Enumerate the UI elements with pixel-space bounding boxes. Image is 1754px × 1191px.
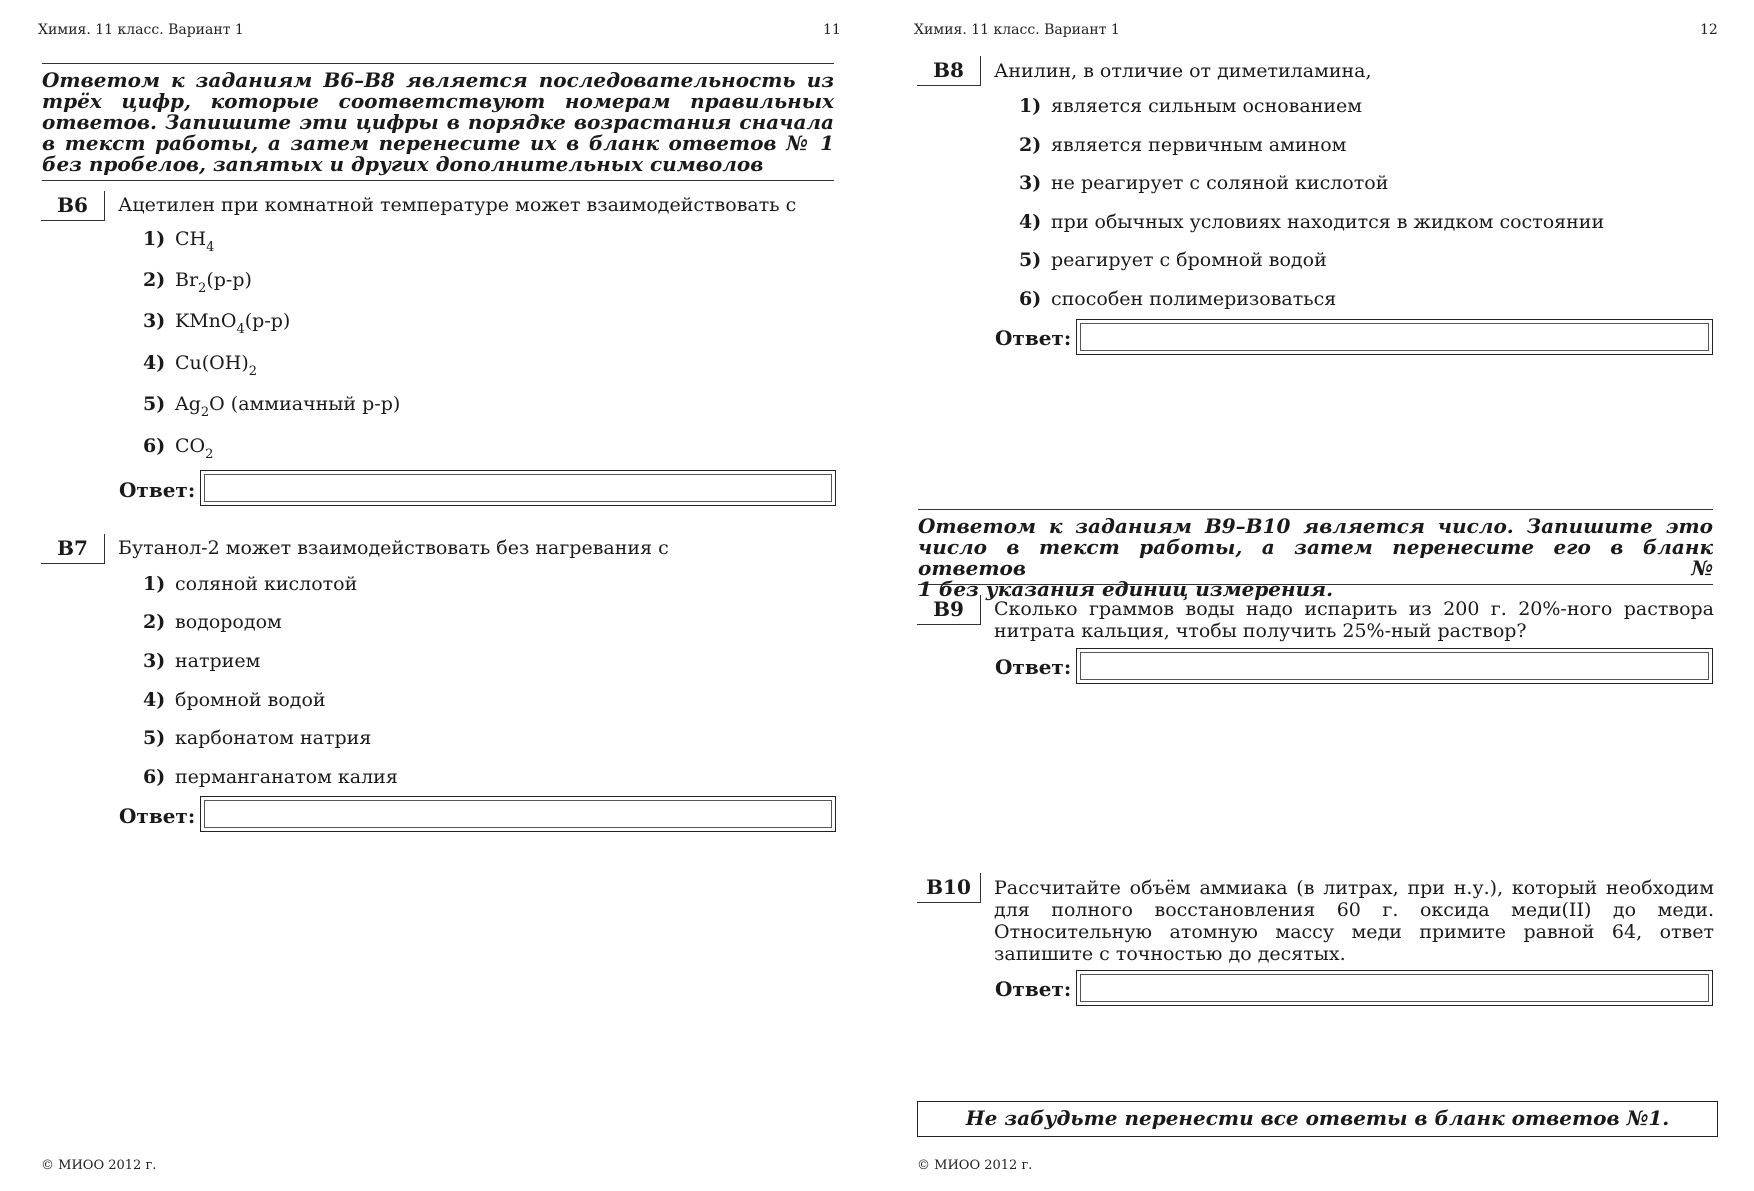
task-question-b9 xyxy=(994,598,1714,642)
task-label-b7: B7 xyxy=(41,534,105,564)
instruction-line: в текст работы, а затем перенесите их в бланк ответов № 1 xyxy=(42,131,834,155)
page-header: Химия. 11 класс. Вариант 1 xyxy=(914,22,1120,38)
page-number: 11 xyxy=(823,22,841,38)
task-label-b10: B10 xyxy=(917,873,981,903)
option-b6-4 xyxy=(143,352,258,379)
option-b6-2 xyxy=(143,269,252,296)
formula-main: KMnO xyxy=(175,310,237,332)
option-number: 2) xyxy=(1019,134,1042,156)
option-text: карбонатом натрия xyxy=(175,727,372,749)
question-line: нитрата кальция, чтобы получить 25%-ный раствор? xyxy=(994,620,1527,642)
formula-tail: O (аммиачный р-р) xyxy=(209,393,401,415)
option-b8-2 xyxy=(1019,134,1346,156)
option-text: бромной водой xyxy=(175,689,326,711)
option-b6-6 xyxy=(143,435,214,462)
formula-main: Ag xyxy=(175,393,201,415)
option-b8-6 xyxy=(1019,288,1336,310)
option-number: 1) xyxy=(143,573,166,595)
answer-label-b9: Ответ: xyxy=(995,655,1072,679)
question-line: для полного восстановления 60 г. оксида меди(II) до меди. xyxy=(994,899,1714,921)
instruction-line: Ответом к заданиям В6–В8 является последовательность из xyxy=(42,68,834,92)
answer-box-b8[interactable] xyxy=(1076,319,1713,355)
answer-box-inner xyxy=(204,474,832,502)
instructions-b6-b8 xyxy=(42,63,834,181)
answer-box-b7[interactable] xyxy=(200,796,836,832)
instruction-line: ответов. Запишите эти цифры в порядке возрастания сначала xyxy=(42,110,834,134)
option-text: реагирует с бромной водой xyxy=(1051,249,1327,271)
option-number: 3) xyxy=(1019,172,1042,194)
option-text: является сильным основанием xyxy=(1051,95,1363,117)
option-b6-3 xyxy=(143,310,291,337)
option-b8-1 xyxy=(1019,95,1362,117)
answer-box-inner xyxy=(1080,652,1709,680)
formula-sub: 2 xyxy=(248,364,258,379)
formula-tail: (р-р) xyxy=(244,310,291,332)
option-number: 4) xyxy=(143,352,166,374)
option-b8-5 xyxy=(1019,249,1327,271)
page-header: Химия. 11 класс. Вариант 1 xyxy=(38,22,244,38)
option-b7-5 xyxy=(143,727,371,749)
option-text: способен полимеризоваться xyxy=(1051,288,1337,310)
task-question-b7: Бутанол-2 может взаимодействовать без нагревания с xyxy=(118,537,669,559)
answer-box-inner xyxy=(1080,974,1709,1002)
page-footer: © МИОО 2012 г. xyxy=(917,1158,1033,1173)
formula-main: Cu(OH) xyxy=(175,352,249,374)
option-b8-4 xyxy=(1019,211,1604,233)
option-number: 1) xyxy=(143,228,166,250)
task-label-b9: B9 xyxy=(917,595,981,625)
instruction-line: трёх цифр, которые соответствуют номерам правильных xyxy=(42,89,834,113)
answer-box-b6[interactable] xyxy=(200,470,836,506)
instruction-line: число в текст работы, а затем перенесите его в бланк ответов № xyxy=(918,535,1713,580)
option-text: натрием xyxy=(175,650,261,672)
option-text: является первичным амином xyxy=(1051,134,1347,156)
question-line: Сколько граммов воды надо испарить из 200 г. 20%-ного раствора xyxy=(994,598,1714,620)
option-b6-5 xyxy=(143,393,401,420)
option-text: соляной кислотой xyxy=(175,573,358,595)
option-number: 6) xyxy=(143,435,166,457)
formula-sub: 4 xyxy=(236,322,245,337)
option-b8-3 xyxy=(1019,172,1388,194)
formula-main: Br xyxy=(175,269,199,291)
instruction-line: 1 без указания единиц измерения. xyxy=(918,577,1334,601)
answer-box-inner xyxy=(1080,323,1709,351)
answer-label-b6: Ответ: xyxy=(119,478,196,502)
option-number: 5) xyxy=(143,727,166,749)
question-line: Рассчитайте объём аммиака (в литрах, при н.у.), который необходим xyxy=(994,877,1714,899)
formula-tail: (р-р) xyxy=(206,269,252,291)
reminder-banner: Не забудьте перенести все ответы в бланк ответов №1. xyxy=(917,1101,1718,1137)
option-number: 2) xyxy=(143,269,166,291)
option-number: 6) xyxy=(143,766,166,788)
option-b7-1 xyxy=(143,573,357,595)
question-line: запишите с точностью до десятых. xyxy=(994,943,1346,965)
option-number: 6) xyxy=(1019,288,1042,310)
task-question-b8: Анилин, в отличие от диметиламина, xyxy=(994,60,1372,82)
instruction-line: без пробелов, запятых и других дополнительных символов xyxy=(42,152,764,176)
option-number: 3) xyxy=(143,650,166,672)
answer-box-b9[interactable] xyxy=(1076,648,1713,684)
option-number: 1) xyxy=(1019,95,1042,117)
answer-label-b10: Ответ: xyxy=(995,977,1072,1001)
task-question-b10 xyxy=(994,877,1714,965)
instruction-line: Ответом к заданиям В9–В10 является число. Запишите это xyxy=(918,514,1713,538)
option-b7-6 xyxy=(143,766,398,788)
option-text: водородом xyxy=(175,611,282,633)
option-b7-2 xyxy=(143,611,282,633)
task-label-b8: B8 xyxy=(917,56,981,86)
task-question-b6: Ацетилен при комнатной температуре может взаимодействовать с xyxy=(118,194,797,216)
formula-sub: 2 xyxy=(205,447,214,462)
option-number: 2) xyxy=(143,611,166,633)
question-line: Относительную атомную массу меди примите равной 64, ответ xyxy=(994,921,1714,943)
option-number: 5) xyxy=(1019,249,1042,271)
answer-box-b10[interactable] xyxy=(1076,970,1713,1006)
formula-sub: 2 xyxy=(200,405,210,420)
formula-main: CO xyxy=(175,435,206,457)
formula-sub: 2 xyxy=(198,281,207,296)
option-number: 5) xyxy=(143,393,166,415)
option-text: при обычных условиях находится в жидком состоянии xyxy=(1051,211,1605,233)
formula-main: CH xyxy=(175,228,207,250)
option-number: 4) xyxy=(143,689,166,711)
task-label-b6: B6 xyxy=(41,191,105,221)
page-number: 12 xyxy=(1700,22,1718,38)
answer-label-b7: Ответ: xyxy=(119,804,196,828)
option-text: перманганатом калия xyxy=(175,766,398,788)
instructions-b9-b10 xyxy=(918,509,1713,601)
page-footer: © МИОО 2012 г. xyxy=(41,1158,157,1173)
formula-sub: 4 xyxy=(206,240,215,255)
option-b7-3 xyxy=(143,650,260,672)
option-b6-1 xyxy=(143,228,215,255)
answer-label-b8: Ответ: xyxy=(995,326,1072,350)
right-page xyxy=(877,0,1754,1191)
option-b7-4 xyxy=(143,689,326,711)
option-text: не реагирует с соляной кислотой xyxy=(1051,172,1389,194)
option-number: 4) xyxy=(1019,211,1042,233)
answer-box-inner xyxy=(204,800,832,828)
option-number: 3) xyxy=(143,310,166,332)
